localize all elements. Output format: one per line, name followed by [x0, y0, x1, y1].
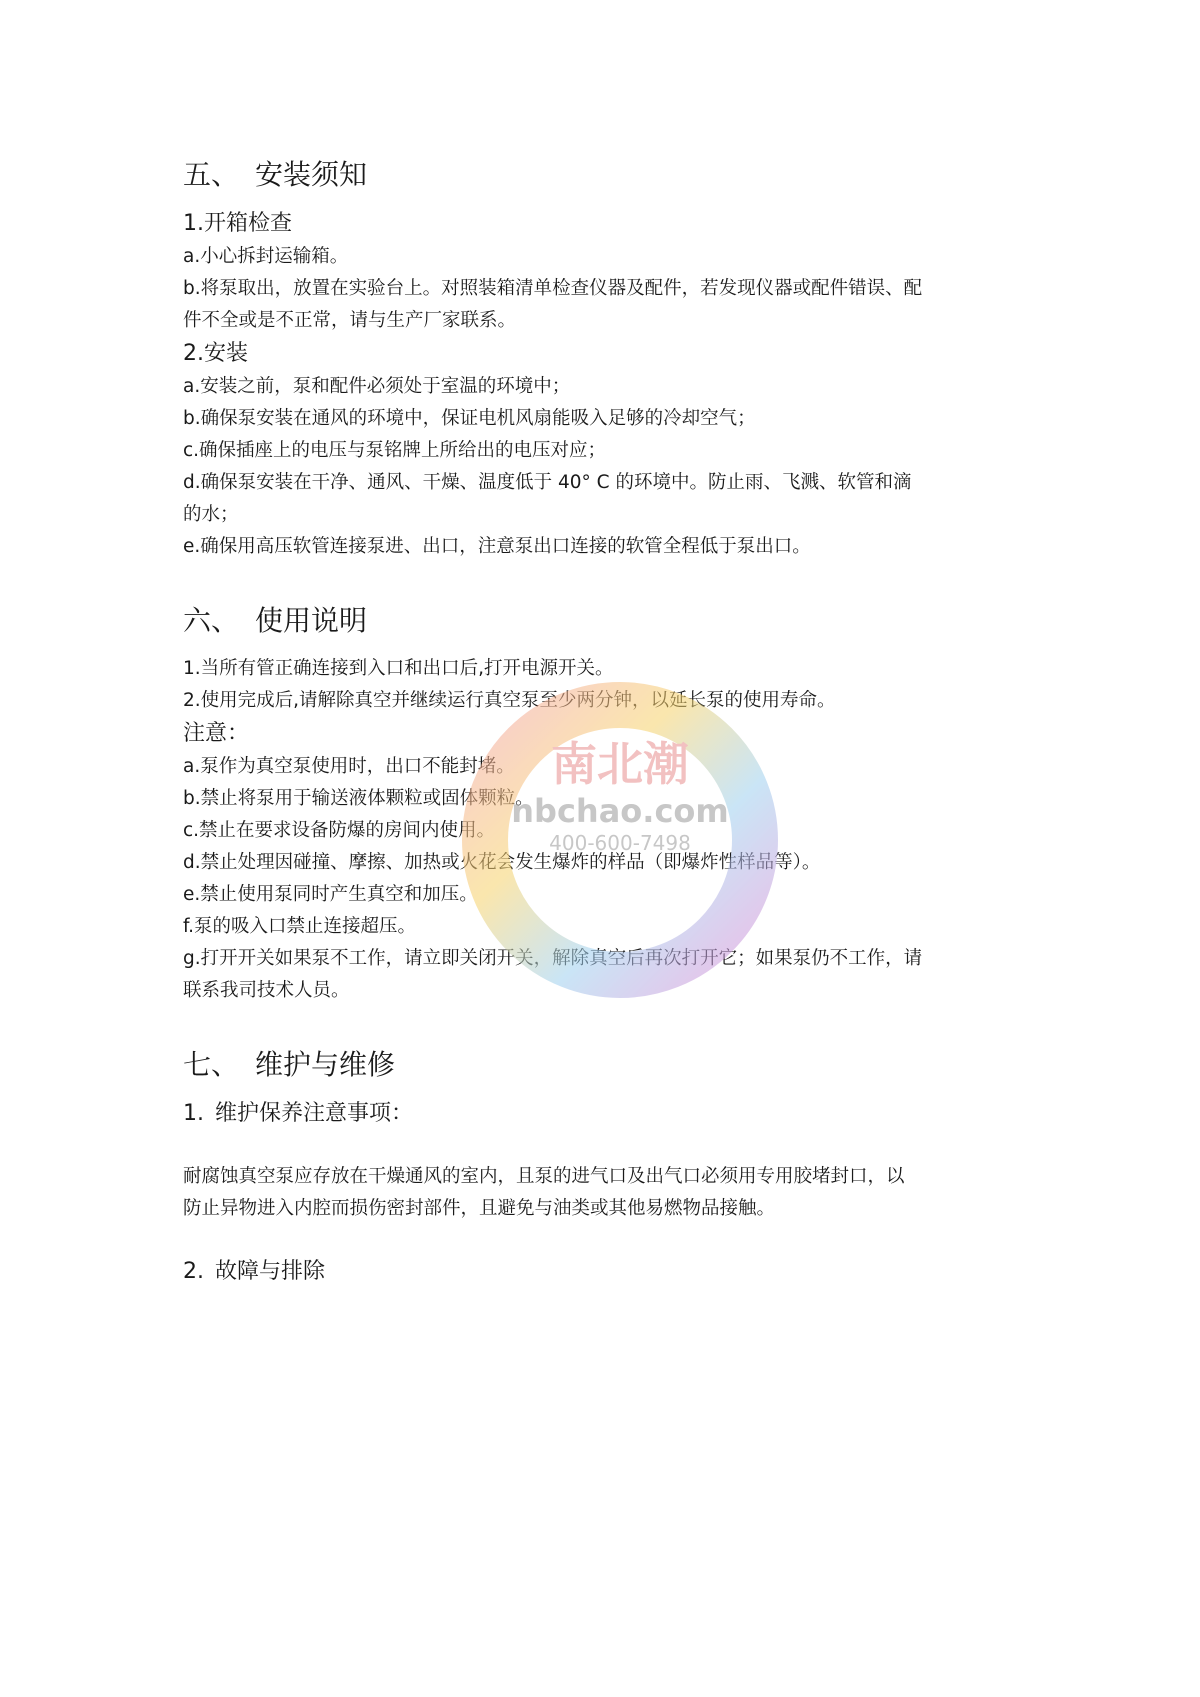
- section-heading: [183, 155, 1023, 195]
- text-line: 2.使用完成后,请解除真空并继续运行真空泵至少两分钟，以延长泵的使用寿命。: [183, 690, 836, 711]
- subheading: 2.安装: [183, 341, 248, 366]
- subheading: [183, 1255, 1023, 1289]
- section-number: 七、: [183, 1048, 240, 1081]
- watermark-phone-text: 400-600-7498: [549, 831, 691, 855]
- text-line: b.将泵取出，放置在实验台上。对照装箱清单检查仪器及配件，若发现仪器或配件错误、配: [183, 278, 923, 299]
- paragraph-gap: [183, 1225, 1023, 1255]
- text-line: c.禁止在要求设备防爆的房间内使用。: [183, 820, 496, 841]
- text-line: e.禁止使用泵同时产生真空和加压。: [183, 884, 478, 905]
- subheading: 1.开箱检查: [183, 211, 292, 236]
- paragraph-gap: [183, 1131, 1023, 1161]
- watermark-logo: [440, 650, 800, 1050]
- section-number: 六、: [183, 604, 240, 637]
- text-line: 件不全或是不正常，请与生产厂家联系。: [183, 310, 517, 331]
- section-heading: [183, 601, 1023, 641]
- text-line: 联系我司技术人员。: [183, 980, 350, 1001]
- watermark-site-text: nbchao.com: [511, 792, 729, 830]
- text-line: d.确保泵安装在干净、通风、干燥、温度低于 40° C 的环境中。防止雨、飞溅、软管和滴: [183, 472, 912, 493]
- text-line: e.确保用高压软管连接泵进、出口，注意泵出口连接的软管全程低于泵出口。: [183, 536, 811, 557]
- text-line: 耐腐蚀真空泵应存放在干燥通风的室内，且泵的进气口及出气口必须用专用胶堵封口，以: [183, 1166, 905, 1187]
- text-line: a.泵作为真空泵使用时，出口不能封堵。: [183, 756, 515, 777]
- text-line: 1.当所有管正确连接到入口和出口后,打开电源开关。: [183, 658, 614, 679]
- watermark-cn-text: 南北潮: [551, 737, 689, 791]
- subheading-number: 2.: [183, 1259, 204, 1284]
- text-line: f.泵的吸入口禁止连接超压。: [183, 916, 417, 937]
- text-line: b.确保泵安装在通风的环境中，保证电机风扇能吸入足够的冷却空气；: [183, 408, 756, 429]
- text-line: 的水；: [183, 504, 239, 525]
- text-line: a.小心拆封运输箱。: [183, 246, 349, 267]
- text-line: c.确保插座上的电压与泵铭牌上所给出的电压对应；: [183, 440, 607, 461]
- subheading: [183, 1097, 1023, 1131]
- subheading-text: 维护保养注意事项：: [215, 1101, 414, 1126]
- section-title: 安装须知: [255, 158, 368, 191]
- text-line: g.打开开关如果泵不工作，请立即关闭开关，解除真空后再次打开它；如果泵仍不工作，请: [183, 948, 923, 969]
- text-line: d.禁止处理因碰撞、摩擦、加热或火花会发生爆炸的样品（即爆炸性样品等）。: [183, 852, 821, 873]
- section-title: 使用说明: [255, 604, 368, 637]
- text-line: 防止异物进入内腔而损伤密封部件，且避免与油类或其他易燃物品接触。: [183, 1198, 776, 1219]
- section-heading: [183, 1045, 1023, 1085]
- section-gap: [183, 563, 1023, 601]
- subheading-number: 1.: [183, 1101, 204, 1126]
- text-line: b.禁止将泵用于输送液体颗粒或固体颗粒。: [183, 788, 534, 809]
- section-title: 维护与维修: [255, 1048, 396, 1081]
- subheading: 注意：: [183, 721, 250, 746]
- section-number: 五、: [183, 158, 240, 191]
- subheading-text: 故障与排除: [215, 1259, 326, 1284]
- text-line: a.安装之前，泵和配件必须处于室温的环境中；: [183, 376, 571, 397]
